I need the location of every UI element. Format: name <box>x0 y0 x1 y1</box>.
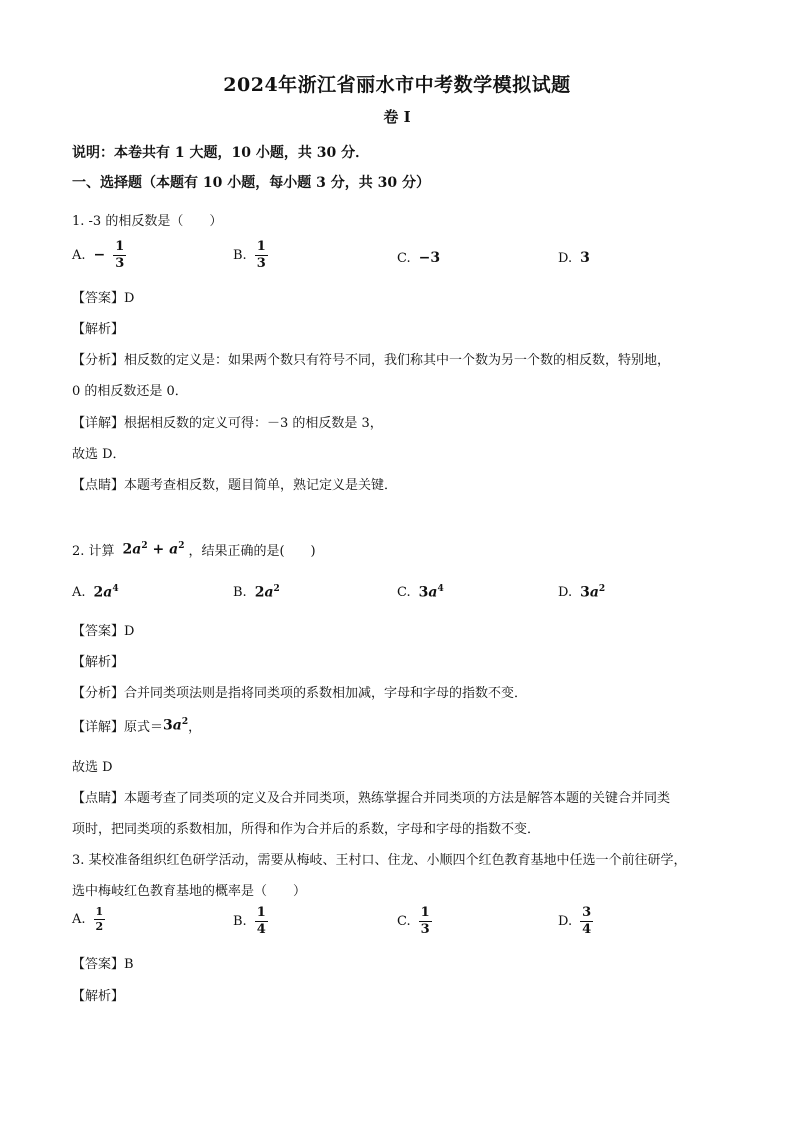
option-label: D. <box>558 913 573 929</box>
q2-choice: 故选 D <box>72 760 113 775</box>
question-3-stem-line-2: 选中梅岐红色教育基地的概率是（ ） <box>72 884 307 899</box>
variable: a <box>589 584 599 601</box>
option-label: A. <box>72 584 86 600</box>
stem-prefix: 2. 计算 <box>72 544 115 559</box>
volume-label: 卷 I <box>383 108 411 126</box>
exponent: 2 <box>181 717 189 728</box>
detail-prefix: 【详解】原式＝ <box>72 720 164 735</box>
variable: a <box>103 584 113 601</box>
q1-option-c[interactable] <box>397 250 440 266</box>
exponent: 2 <box>141 541 148 552</box>
option-label: C. <box>397 250 411 266</box>
q1-analysis-heading: 【解析】 <box>72 322 125 337</box>
denominator: 3 <box>256 255 266 271</box>
variable: a <box>169 541 179 558</box>
denominator: 3 <box>420 921 430 937</box>
numerator: 1 <box>256 905 266 920</box>
stem-suffix: ，结果正确的是( ) <box>188 544 316 559</box>
q1-option-d[interactable] <box>558 250 590 266</box>
option-expression <box>419 584 444 601</box>
coefficient: 2 <box>122 541 133 558</box>
section-heading: 一、选择题（本题有 10 小题，每小题 3 分，共 30 分） <box>72 175 430 191</box>
exponent: 4 <box>112 584 119 594</box>
exam-note: 说明：本卷共有 1 大题，10 小题，共 30 分． <box>72 145 370 161</box>
denominator: 4 <box>256 921 266 937</box>
option-label: C. <box>397 913 411 929</box>
option-label: D. <box>558 584 573 600</box>
q2-option-a[interactable] <box>72 584 119 601</box>
option-label: B. <box>233 913 247 929</box>
expression <box>123 541 185 558</box>
variable: a <box>132 541 142 558</box>
denominator: 4 <box>582 921 592 937</box>
q1-detail: 【详解】根据相反数的定义可得：－3 的相反数是 3， <box>72 416 383 431</box>
q2-answer: 【答案】D <box>72 624 135 639</box>
q3-analysis-heading: 【解析】 <box>72 989 125 1004</box>
option-label: D. <box>558 250 573 266</box>
coefficient: 3 <box>418 584 429 601</box>
option-label: C. <box>397 584 411 600</box>
fraction <box>580 906 593 936</box>
option-expression <box>580 584 605 601</box>
fraction <box>255 240 268 270</box>
q1-fenxi-line-1: 【分析】相反数的定义是：如果两个数只有符号不同，我们称其中一个数为另一个数的相反数，特别地， <box>72 353 671 368</box>
q3-option-a[interactable] <box>72 906 105 932</box>
question-3-stem-line-1: 3. 某校准备组织红色研学活动，需要从梅岐、王村口、住龙、小顺四个红色教育基地中任选一个前往研学， <box>72 853 687 868</box>
coefficient: 3 <box>580 584 590 601</box>
q1-option-b[interactable] <box>233 240 268 270</box>
q2-option-d[interactable] <box>558 584 605 601</box>
q2-detail <box>72 716 201 735</box>
option-expression <box>255 584 280 601</box>
page-title: 2024年浙江省丽水市中考数学模拟试题 <box>223 74 571 96</box>
question-1-stem: 1. -3 的相反数是（ ） <box>72 214 223 229</box>
exponent: 2 <box>273 584 280 594</box>
q1-comment: 【点睛】本题考查相反数，题目简单，熟记定义是关键． <box>72 478 398 493</box>
exponent: 4 <box>437 584 444 594</box>
variable: a <box>172 717 182 734</box>
fraction <box>94 906 106 932</box>
q3-option-c[interactable] <box>397 906 432 936</box>
option-label: B. <box>233 247 247 263</box>
numerator: 1 <box>95 905 104 918</box>
option-label: A. <box>72 247 86 263</box>
plus-sign: + <box>147 541 170 558</box>
variable: a <box>428 584 438 601</box>
q2-option-c[interactable] <box>397 584 444 601</box>
fraction <box>419 906 432 936</box>
denominator: 2 <box>95 919 104 933</box>
coefficient: 3 <box>163 717 173 734</box>
numerator: 1 <box>256 239 266 254</box>
q2-comment-line-1: 【点睛】本题考查了同类项的定义及合并同类项，熟练掌握合并同类项的方法是解答本题的关键合并同类 <box>72 791 671 806</box>
coefficient: 2 <box>93 584 104 601</box>
option-expression <box>94 584 119 601</box>
q3-option-b[interactable] <box>233 906 268 936</box>
q3-answer: 【答案】B <box>72 957 134 972</box>
fraction <box>113 240 126 270</box>
detail-suffix: ， <box>188 720 202 735</box>
q2-comment-line-2: 项时，把同类项的系数相加，所得和作为合并后的系数，字母和字母的指数不变． <box>72 822 541 837</box>
option-label: A. <box>72 911 86 927</box>
option-value: −3 <box>418 250 441 266</box>
q1-choice: 故选 D． <box>72 447 126 462</box>
q2-fenxi: 【分析】合并同类项法则是指将同类项的系数相加减，字母和字母的指数不变． <box>72 686 528 701</box>
numerator: 1 <box>115 239 125 254</box>
q2-analysis-heading: 【解析】 <box>72 655 125 670</box>
q1-answer: 【答案】D <box>72 291 135 306</box>
minus-sign: − <box>93 247 106 264</box>
detail-expression <box>163 717 188 734</box>
numerator: 3 <box>582 905 592 920</box>
variable: a <box>264 584 274 601</box>
option-label: B. <box>233 584 247 600</box>
question-2-stem <box>72 540 316 559</box>
q2-option-b[interactable] <box>233 584 280 601</box>
numerator: 1 <box>420 905 430 920</box>
q1-option-a[interactable] <box>72 240 126 270</box>
q1-fenxi-line-2: 0 的相反数还是 0． <box>72 384 188 399</box>
exponent: 2 <box>598 584 606 594</box>
coefficient: 2 <box>254 584 265 601</box>
denominator: 3 <box>115 255 125 271</box>
fraction <box>255 906 268 936</box>
q3-option-d[interactable] <box>558 906 593 936</box>
exponent: 2 <box>178 541 185 552</box>
option-value: 3 <box>580 250 590 266</box>
